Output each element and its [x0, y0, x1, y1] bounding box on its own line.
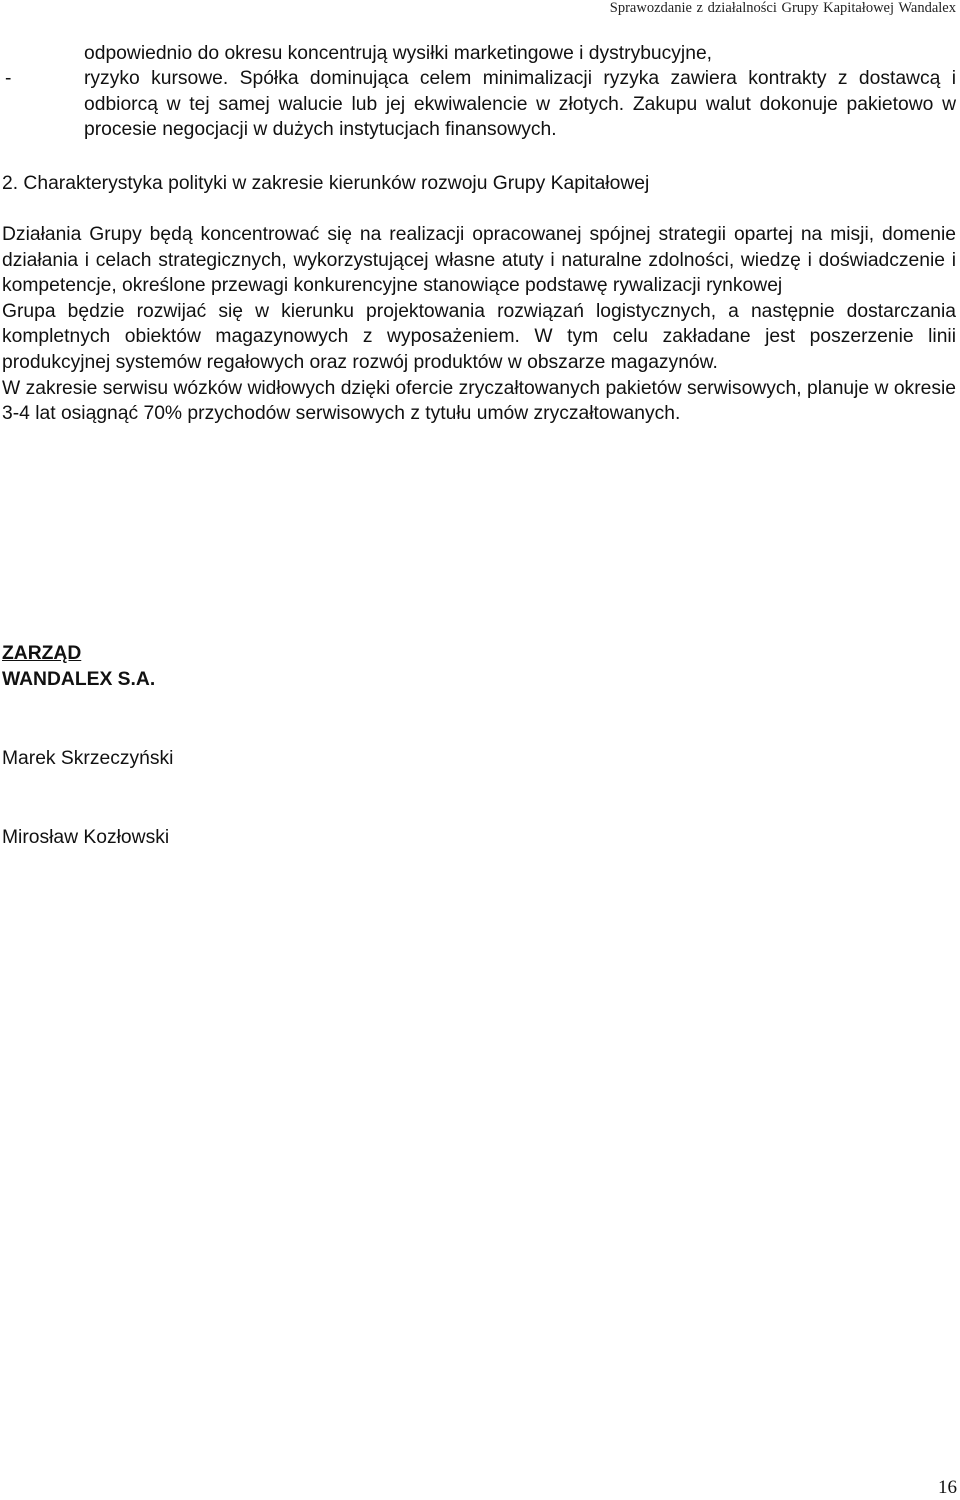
- paragraph: Działania Grupy będą koncentrować się na realizacji opracowanej spójnej strategii opartej na misji, domenie działania i celach strategicznych, wykorzystującej własne atuty i naturalne zdolności, wiedzę i doświadczenie i kompetencje, określone przewagi konkurencyjne stanowiące podstawę rywalizacji rynkowej: [2, 224, 956, 297]
- bullet-marker: -: [5, 68, 12, 89]
- running-header: Sprawozdanie z działalności Grupy Kapitałowej Wandalex: [609, 0, 956, 16]
- signatory-name: Mirosław Kozłowski: [2, 827, 170, 848]
- section-heading: 2. Charakterystyka polityki w zakresie kierunków rozwoju Grupy Kapitałowej: [2, 173, 650, 194]
- signatory-name: Marek Skrzeczyński: [2, 748, 174, 769]
- bullet-text: ryzyko kursowe. Spółka dominująca celem minimalizacji ryzyka zawiera kontrakty z dostawcą i odbiorcą w tej samej walucie lub jej ekwiwalencie w złotych. Zakupu walut dokonuje pakietowo w procesie negocjacji w dużych instytucjach finansowych.: [84, 68, 956, 141]
- bullet-list-item: [0, 66, 956, 143]
- board-title-line: ZARZĄD: [2, 643, 82, 664]
- board-title: [2, 641, 155, 693]
- section-content: [2, 222, 956, 427]
- paragraph: W zakresie serwisu wózków widłowych dzięki ofercie zryczałtowanych pakietów serwisowych, planuje w okresie 3-4 lat osiągnąć 70% przychodów serwisowych z tytułu umów zryczałtowanych.: [2, 377, 956, 425]
- paragraph: Grupa będzie rozwijać się w kierunku projektowania rozwiązań logistycznych, a następnie dostarczania kompletnych obiektów magazynowych z wyposażeniem. W tym celu zakładane jest poszerzenie linii produkcyjnej systemów regałowych oraz rozwój produktów w obszarze magazynów.: [2, 300, 956, 373]
- company-name: WANDALEX S.A.: [2, 669, 156, 690]
- continuation-line: odpowiednio do okresu koncentrują wysiłki marketingowe i dystrybucyjne,: [84, 43, 713, 64]
- page-number: 16: [938, 1477, 957, 1498]
